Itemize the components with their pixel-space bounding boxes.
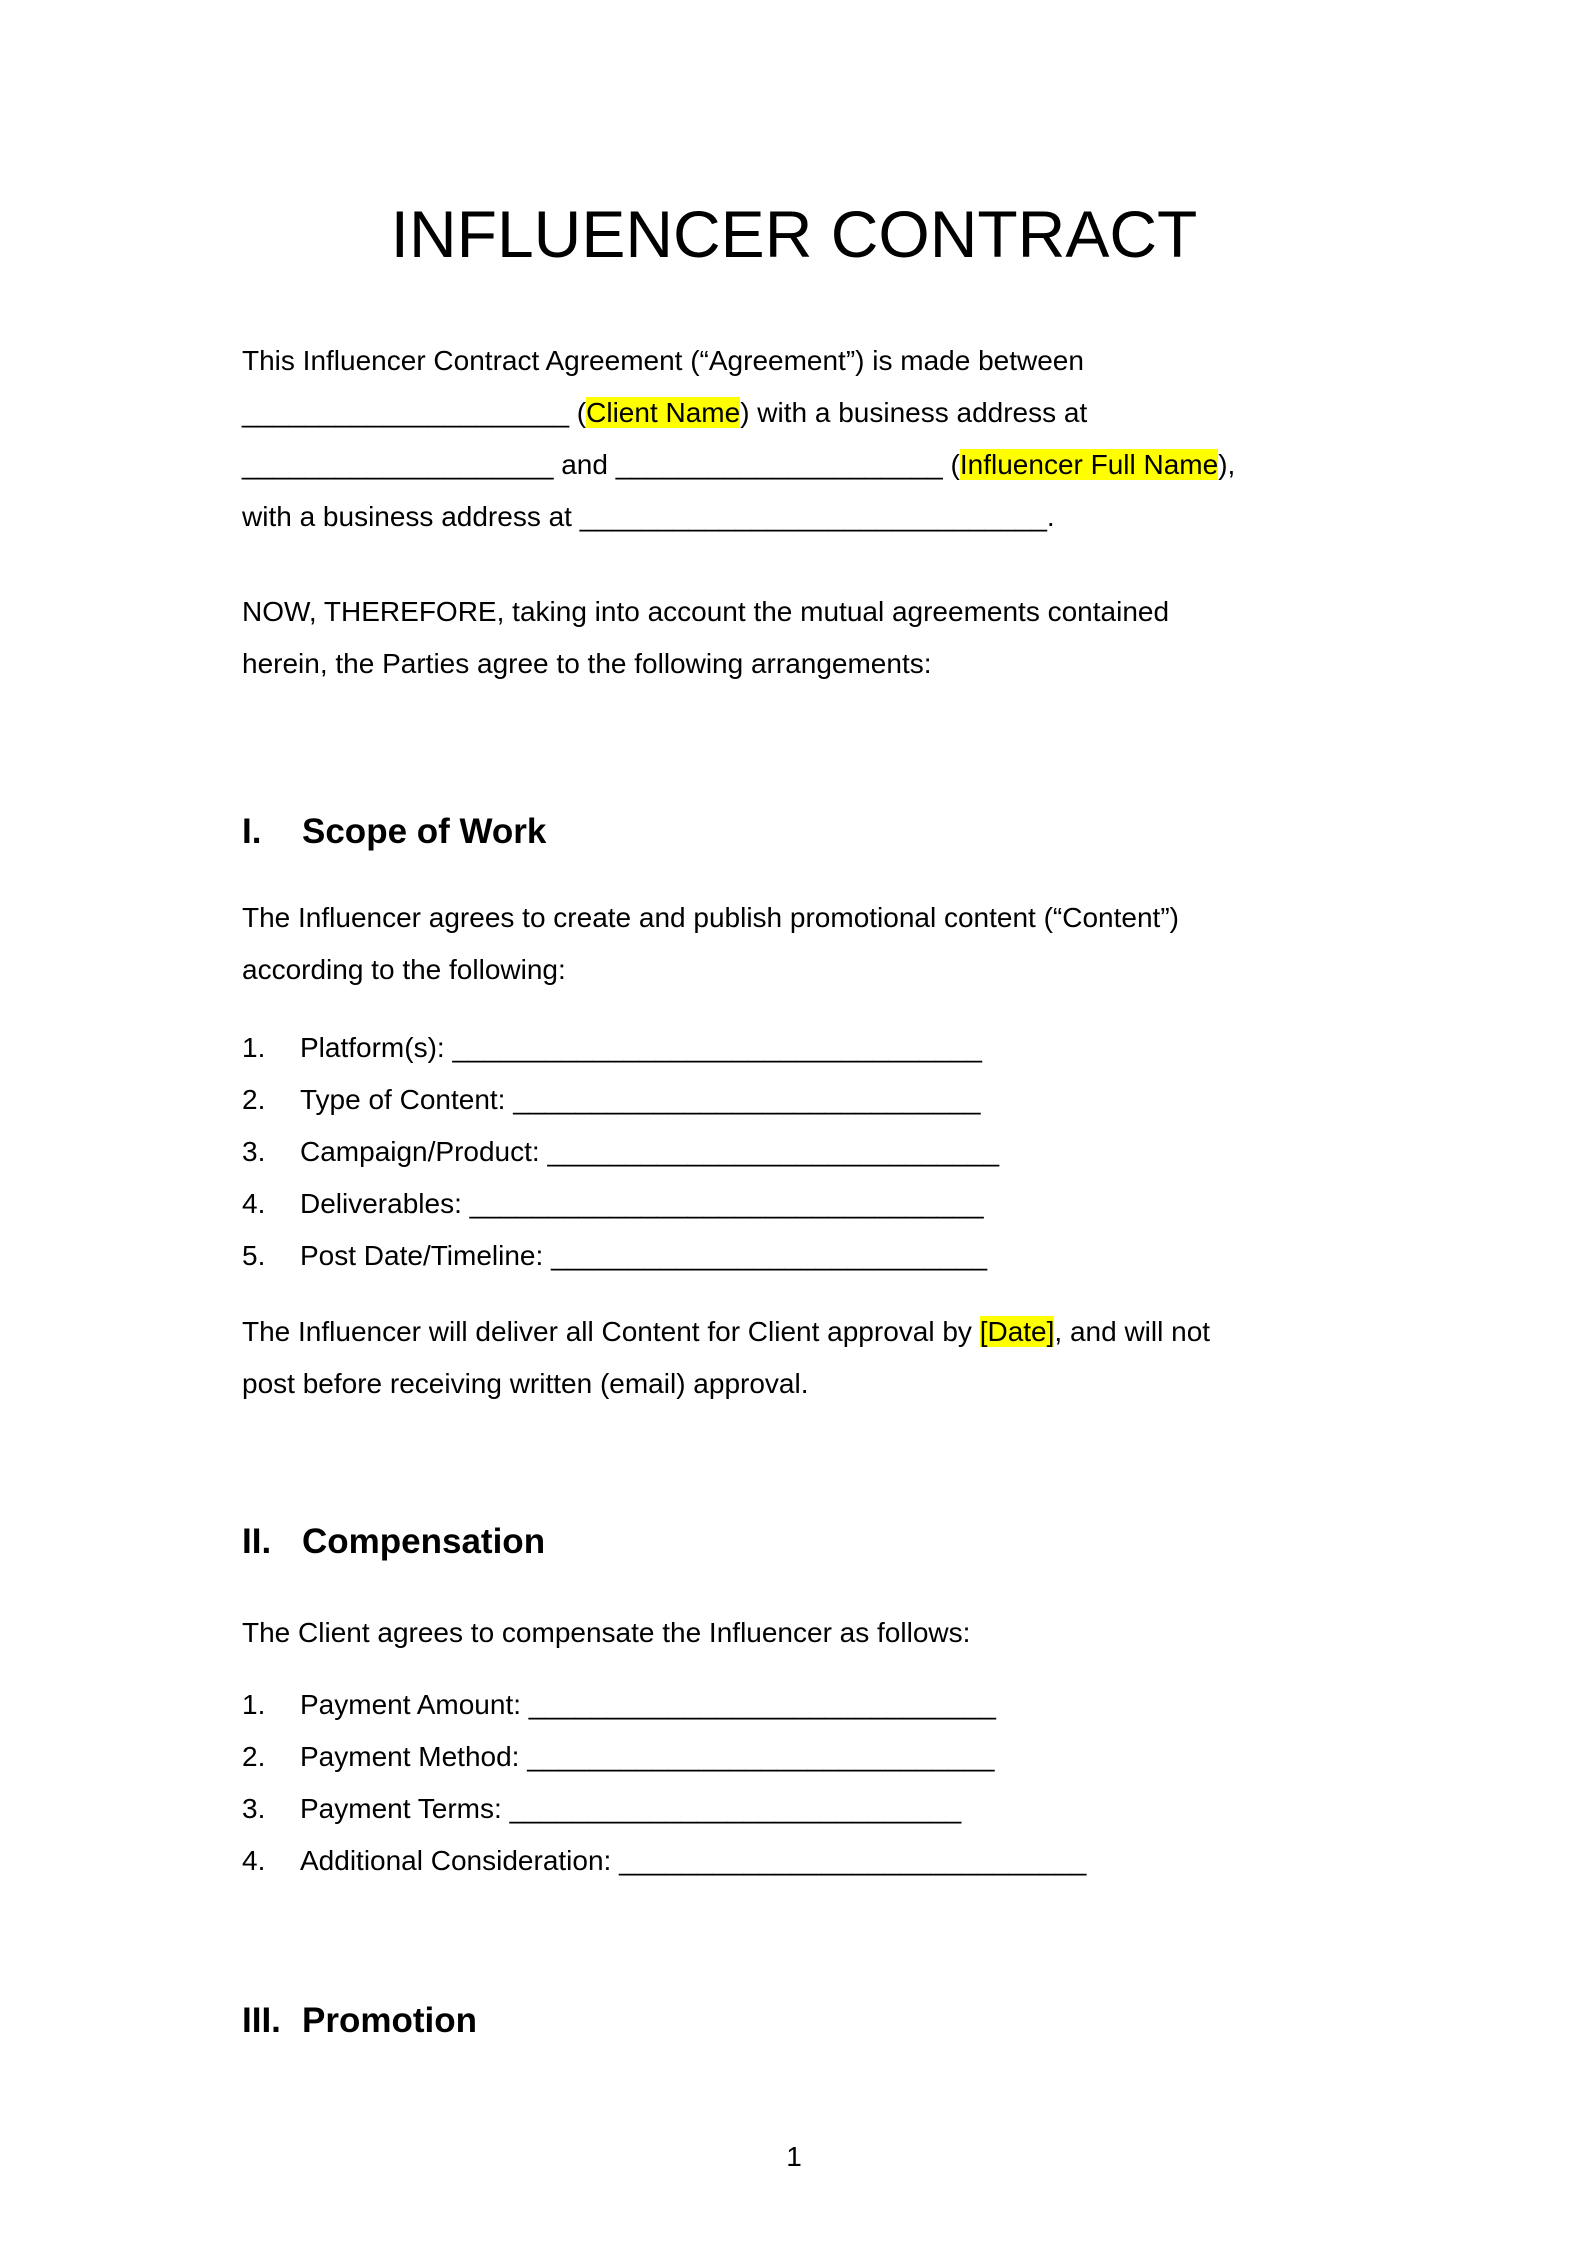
- intro-line-2: [242, 387, 1346, 439]
- intro-line4-pre: with a business address at: [242, 501, 580, 532]
- scope-intro-line-2: according to the following:: [242, 954, 566, 985]
- list-item-number: 2.: [242, 1741, 266, 1772]
- compensation-intro-paragraph: [242, 1607, 1346, 1659]
- list-item-payment-method: [242, 1731, 1346, 1783]
- intro-line2-pre: (: [569, 397, 587, 428]
- list-item-campaign-product: [242, 1126, 1346, 1178]
- intro-line-4: [242, 491, 1346, 543]
- date-placeholder[interactable]: [Date]: [979, 1316, 1055, 1347]
- post-date-timeline-blank[interactable]: ____________________________: [551, 1240, 988, 1271]
- section-title-compensation: Compensation: [302, 1522, 546, 1561]
- list-item-label: Deliverables:: [300, 1188, 470, 1219]
- list-item-label: Payment Method:: [300, 1741, 528, 1772]
- document-title: INFLUENCER CONTRACT: [390, 197, 1198, 271]
- influencer-name-blank[interactable]: _____________________: [615, 449, 943, 480]
- list-item-number: 4.: [242, 1188, 266, 1219]
- list-item-number: 4.: [242, 1845, 266, 1876]
- preamble-paragraph: [242, 586, 1346, 690]
- list-item-additional-consideration: [242, 1835, 1346, 1887]
- intro-line3-pre: (: [942, 449, 960, 480]
- list-item-payment-terms: [242, 1783, 1346, 1835]
- additional-consideration-blank[interactable]: ______________________________: [619, 1845, 1087, 1876]
- approval-line1-post: , and will not: [1054, 1316, 1211, 1347]
- payment-terms-blank[interactable]: _____________________________: [509, 1793, 962, 1824]
- list-item-platforms: [242, 1022, 1346, 1074]
- intro-line3-post: ),: [1218, 449, 1236, 480]
- approval-line-1: [242, 1306, 1346, 1358]
- list-item-post-date-timeline: [242, 1230, 1346, 1282]
- section-title-scope: Scope of Work: [302, 812, 547, 851]
- scope-intro-paragraph: [242, 892, 1346, 996]
- payment-amount-blank[interactable]: ______________________________: [528, 1689, 996, 1720]
- intro-line3-and: and: [553, 449, 616, 480]
- list-item-number: 5.: [242, 1240, 266, 1271]
- section-number-compensation: II.: [242, 1522, 272, 1561]
- intro-paragraph: [242, 335, 1346, 543]
- list-item-deliverables: [242, 1178, 1346, 1230]
- compensation-list: [242, 1679, 1346, 1887]
- scope-list: [242, 1022, 1346, 1282]
- section-heading-compensation: [242, 1516, 1346, 1568]
- approval-line1-pre: The Influencer will deliver all Content for Client approval by: [242, 1316, 980, 1347]
- intro-line2-post: ) with a business address at: [740, 397, 1088, 428]
- intro-line-1: [242, 335, 1346, 387]
- list-item-label: Payment Terms:: [300, 1793, 510, 1824]
- type-of-content-blank[interactable]: ______________________________: [513, 1084, 981, 1115]
- preamble-line-2: herein, the Parties agree to the following arrangements:: [242, 648, 932, 679]
- list-item-type-of-content: [242, 1074, 1346, 1126]
- client-name-blank[interactable]: _____________________: [242, 397, 570, 428]
- campaign-product-blank[interactable]: _____________________________: [547, 1136, 1000, 1167]
- preamble-line-1: NOW, THEREFORE, taking into account the mutual agreements contained: [242, 596, 1170, 627]
- page-number: 1: [786, 2141, 802, 2172]
- list-item-label: Payment Amount:: [300, 1689, 529, 1720]
- list-item-label: Platform(s):: [300, 1032, 453, 1063]
- payment-method-blank[interactable]: ______________________________: [527, 1741, 995, 1772]
- document-body: [0, 335, 1588, 2047]
- scope-intro-line-1: The Influencer agrees to create and publish promotional content (“Content”): [242, 902, 1179, 933]
- section-title-promotion: Promotion: [302, 2001, 477, 2040]
- list-item-number: 1.: [242, 1689, 266, 1720]
- list-item-number: 3.: [242, 1793, 266, 1824]
- list-item-label: Post Date/Timeline:: [300, 1240, 552, 1271]
- list-item-payment-amount: [242, 1679, 1346, 1731]
- intro-line-3: [242, 439, 1346, 491]
- approval-line-2: post before receiving written (email) approval.: [242, 1368, 809, 1399]
- section-heading-scope-of-work: [242, 806, 1346, 858]
- list-item-number: 3.: [242, 1136, 266, 1167]
- influencer-address-blank[interactable]: ______________________________: [579, 501, 1047, 532]
- intro-line4-period: .: [1046, 501, 1055, 532]
- intro-text-1: This Influencer Contract Agreement (“Agreement”) is made between: [242, 345, 1084, 376]
- section-number-scope: I.: [242, 812, 262, 851]
- compensation-intro-line: The Client agrees to compensate the Influencer as follows:: [242, 1617, 971, 1648]
- client-address-blank[interactable]: ____________________: [242, 449, 554, 480]
- list-item-number: 2.: [242, 1084, 266, 1115]
- deliverables-blank[interactable]: _________________________________: [469, 1188, 984, 1219]
- list-item-label: Campaign/Product:: [300, 1136, 548, 1167]
- list-item-number: 1.: [242, 1032, 266, 1063]
- list-item-label: Additional Consideration:: [300, 1845, 620, 1876]
- section-number-promotion: III.: [242, 2001, 281, 2040]
- platforms-blank[interactable]: __________________________________: [452, 1032, 982, 1063]
- approval-paragraph: [242, 1306, 1346, 1410]
- client-name-placeholder[interactable]: Client Name: [586, 397, 741, 428]
- section-heading-promotion: [242, 1995, 1346, 2047]
- list-item-label: Type of Content:: [300, 1084, 514, 1115]
- influencer-name-placeholder[interactable]: Influencer Full Name: [959, 449, 1219, 480]
